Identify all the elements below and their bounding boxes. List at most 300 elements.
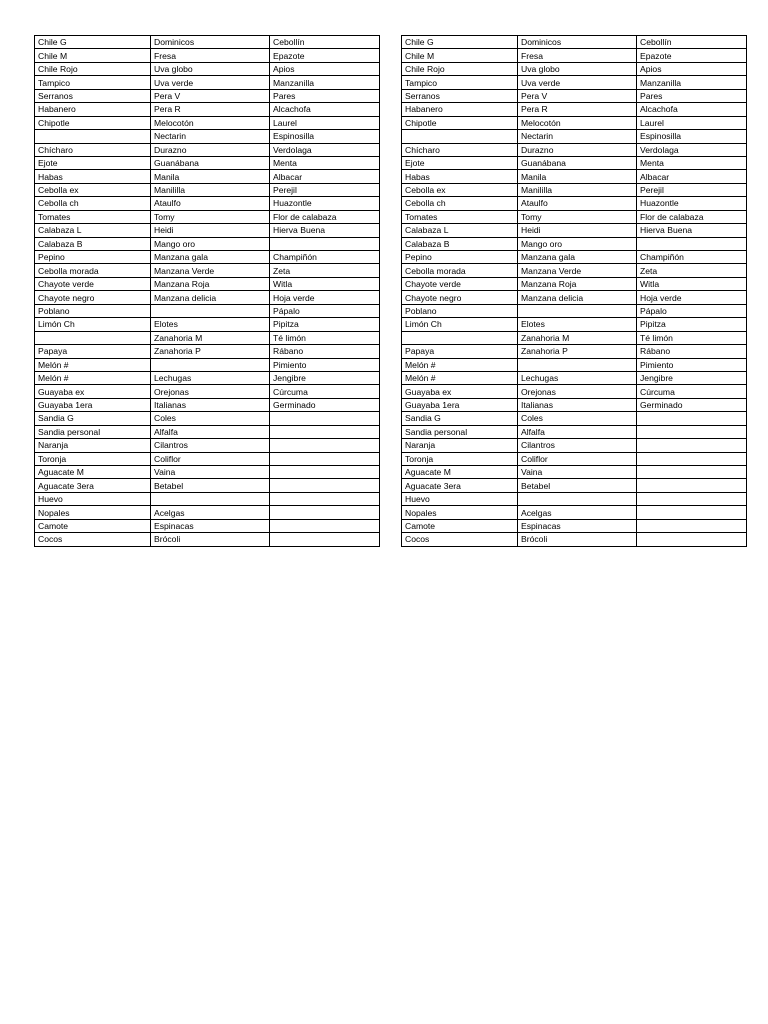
table-cell: Pera V (151, 89, 270, 102)
table-cell: Coles (151, 412, 270, 425)
table-cell: Melón # (402, 358, 518, 371)
table-cell: Uva globo (518, 62, 637, 75)
table-cell: Cúrcuma (637, 385, 747, 398)
table-row (402, 479, 747, 492)
table-cell: Elotes (518, 318, 637, 331)
table-cell: Nectarin (518, 130, 637, 143)
table-cell: Calabaza L (402, 224, 518, 237)
table-cell: Papaya (35, 345, 151, 358)
table-cell: Habanero (35, 103, 151, 116)
table-cell: Pepino (402, 251, 518, 264)
table-cell: Sandia G (402, 412, 518, 425)
table-cell: Jengibre (270, 371, 380, 384)
table-cell (637, 492, 747, 505)
table-cell: Pares (637, 89, 747, 102)
table-cell: Sandia G (35, 412, 151, 425)
table-cell: Cúrcuma (270, 385, 380, 398)
table-cell: Menta (637, 156, 747, 169)
table-cell: Alfalfa (151, 425, 270, 438)
table-cell: Naranja (402, 439, 518, 452)
table-cell: Cebolla morada (35, 264, 151, 277)
table-cell: Espinacas (518, 519, 637, 532)
table-row (35, 183, 380, 196)
table-cell (270, 492, 380, 505)
table-row (35, 519, 380, 532)
table-cell: Manzana Verde (151, 264, 270, 277)
table-cell: Orejonas (518, 385, 637, 398)
table-cell: Epazote (270, 49, 380, 62)
table-cell: Nopales (35, 506, 151, 519)
table-row (35, 291, 380, 304)
table-row (35, 130, 380, 143)
table-row (402, 143, 747, 156)
table-cell: Pimiento (270, 358, 380, 371)
table-cell: Serranos (402, 89, 518, 102)
table-cell (270, 533, 380, 546)
table-cell: Orejonas (151, 385, 270, 398)
table-cell: Aguacate M (402, 466, 518, 479)
table-row (35, 170, 380, 183)
table-cell (35, 130, 151, 143)
table-cell: Rábano (270, 345, 380, 358)
table-cell: Espinosilla (270, 130, 380, 143)
table-cell: Apios (637, 62, 747, 75)
table-cell: Pares (270, 89, 380, 102)
table-row (402, 76, 747, 89)
table-cell: Dominicos (151, 36, 270, 49)
table-row (35, 89, 380, 102)
table-cell: Toronja (35, 452, 151, 465)
table-cell: Zanahoria P (518, 345, 637, 358)
table-cell (637, 466, 747, 479)
table-cell: Zanahoria M (151, 331, 270, 344)
table-cell: Cebolla ex (35, 183, 151, 196)
table-cell: Manzana gala (151, 251, 270, 264)
table-cell (270, 452, 380, 465)
table-cell: Acelgas (151, 506, 270, 519)
table-cell: Chipotle (402, 116, 518, 129)
table-row (402, 304, 747, 317)
table-cell: Epazote (637, 49, 747, 62)
table-cell: Vaina (518, 466, 637, 479)
table-cell: Cebollín (270, 36, 380, 49)
table-cell: Habas (402, 170, 518, 183)
table-cell: Uva globo (151, 62, 270, 75)
table-row (35, 533, 380, 546)
table-cell (637, 533, 747, 546)
table-cell: Heidi (518, 224, 637, 237)
table-cell: Limón Ch (35, 318, 151, 331)
table-cell: Fresa (518, 49, 637, 62)
produce-table-left (34, 35, 380, 547)
table-cell: Huevo (402, 492, 518, 505)
table-cell: Manzana Roja (518, 277, 637, 290)
table-cell: Manzanilla (270, 76, 380, 89)
table-cell (270, 412, 380, 425)
table-cell: Cebollín (637, 36, 747, 49)
table-cell: Ataulfo (151, 197, 270, 210)
table-cell (270, 466, 380, 479)
table-row (35, 156, 380, 169)
table-cell: Verdolaga (637, 143, 747, 156)
table-cell: Mango oro (518, 237, 637, 250)
table-cell (402, 130, 518, 143)
table-cell: Perejil (637, 183, 747, 196)
table-cell: Cocos (402, 533, 518, 546)
table-cell: Zeta (637, 264, 747, 277)
table-row (402, 251, 747, 264)
table-row (402, 277, 747, 290)
table-row (402, 385, 747, 398)
table-cell: Zanahoria P (151, 345, 270, 358)
table-row (402, 210, 747, 223)
table-cell: Manzana delicia (518, 291, 637, 304)
table-cell: Huazontle (637, 197, 747, 210)
table-cell: Jengibre (637, 371, 747, 384)
table-row (35, 143, 380, 156)
table-cell: Té limón (270, 331, 380, 344)
table-cell: Menta (270, 156, 380, 169)
table-cell (637, 519, 747, 532)
table-cell: Italianas (518, 398, 637, 411)
table-row (35, 304, 380, 317)
table-row (35, 452, 380, 465)
table-cell: Guayaba ex (35, 385, 151, 398)
table-cell: Acelgas (518, 506, 637, 519)
table-cell: Hoja verde (637, 291, 747, 304)
table-cell: Tomates (35, 210, 151, 223)
table-cell: Calabaza B (35, 237, 151, 250)
table-cell (35, 331, 151, 344)
table-cell: Dominicos (518, 36, 637, 49)
table-cell: Albacar (270, 170, 380, 183)
table-cell (270, 519, 380, 532)
table-cell: Cebolla ex (402, 183, 518, 196)
table-cell (151, 492, 270, 505)
table-row (35, 479, 380, 492)
table-cell: Uva verde (151, 76, 270, 89)
table-cell: Melocotón (518, 116, 637, 129)
table-cell: Coliflor (151, 452, 270, 465)
table-cell: Ejote (35, 156, 151, 169)
produce-table-right (401, 35, 747, 547)
table-row (402, 533, 747, 546)
table-row (402, 412, 747, 425)
table-cell: Laurel (270, 116, 380, 129)
table-cell (518, 492, 637, 505)
table-row (35, 62, 380, 75)
table-cell: Heidi (151, 224, 270, 237)
table-cell: Camote (402, 519, 518, 532)
table-cell (637, 425, 747, 438)
table-row (402, 224, 747, 237)
table-cell: Manzanilla (637, 76, 747, 89)
table-cell: Guanábana (151, 156, 270, 169)
table-cell: Cebolla morada (402, 264, 518, 277)
table-cell: Guayaba 1era (402, 398, 518, 411)
table-cell: Chayote verde (402, 277, 518, 290)
table-row (402, 466, 747, 479)
table-row (35, 506, 380, 519)
table-row (402, 103, 747, 116)
table-cell: Italianas (151, 398, 270, 411)
table-row (402, 264, 747, 277)
table-row (35, 36, 380, 49)
table-row (402, 116, 747, 129)
table-cell: Manililla (151, 183, 270, 196)
table-cell: Huazontle (270, 197, 380, 210)
table-row (35, 103, 380, 116)
table-cell: Manila (518, 170, 637, 183)
table-row (402, 506, 747, 519)
table-cell: Tampico (35, 76, 151, 89)
table-cell: Lechugas (518, 371, 637, 384)
table-row (402, 197, 747, 210)
table-cell: Chile M (35, 49, 151, 62)
table-row (35, 425, 380, 438)
table-cell: Tomates (402, 210, 518, 223)
table-cell: Chile G (35, 36, 151, 49)
table-cell: Germinado (270, 398, 380, 411)
table-row (35, 277, 380, 290)
table-row (35, 492, 380, 505)
table-row (35, 398, 380, 411)
table-cell: Melón # (35, 358, 151, 371)
table-cell: Melocotón (151, 116, 270, 129)
table-cell: Zeta (270, 264, 380, 277)
table-cell: Uva verde (518, 76, 637, 89)
table-cell: Tomy (151, 210, 270, 223)
table-cell (637, 439, 747, 452)
table-row (402, 425, 747, 438)
table-cell: Nectarin (151, 130, 270, 143)
table-row (402, 371, 747, 384)
table-cell: Manililla (518, 183, 637, 196)
table-cell: Chayote negro (402, 291, 518, 304)
table-cell: Chayote negro (35, 291, 151, 304)
produce-table-right-body (402, 36, 747, 547)
table-cell: Pimiento (637, 358, 747, 371)
table-row (402, 89, 747, 102)
table-cell: Rábano (637, 345, 747, 358)
table-cell: Naranja (35, 439, 151, 452)
table-cell (518, 304, 637, 317)
table-cell (270, 506, 380, 519)
table-cell: Guayaba 1era (35, 398, 151, 411)
table-cell: Ataulfo (518, 197, 637, 210)
table-cell: Elotes (151, 318, 270, 331)
table-row (402, 331, 747, 344)
table-row (402, 291, 747, 304)
table-cell: Chayote verde (35, 277, 151, 290)
table-row (402, 183, 747, 196)
table-cell: Alcachofa (637, 103, 747, 116)
table-cell: Tampico (402, 76, 518, 89)
table-cell: Flor de calabaza (270, 210, 380, 223)
table-row (402, 398, 747, 411)
table-row (35, 439, 380, 452)
table-cell: Guanábana (518, 156, 637, 169)
table-cell: Poblano (35, 304, 151, 317)
table-cell (270, 237, 380, 250)
table-cell: Melón # (402, 371, 518, 384)
table-cell: Witla (270, 277, 380, 290)
table-cell (637, 479, 747, 492)
table-row (35, 116, 380, 129)
table-row (402, 318, 747, 331)
table-row (35, 358, 380, 371)
table-cell: Albacar (637, 170, 747, 183)
table-row (35, 371, 380, 384)
table-cell: Pera R (151, 103, 270, 116)
table-cell: Cilantros (151, 439, 270, 452)
table-row (35, 466, 380, 479)
table-cell: Germinado (637, 398, 747, 411)
table-row (402, 62, 747, 75)
table-row (402, 170, 747, 183)
table-cell: Toronja (402, 452, 518, 465)
table-cell: Sandia personal (402, 425, 518, 438)
table-cell: Calabaza L (35, 224, 151, 237)
table-cell: Chícharo (402, 143, 518, 156)
table-cell: Guayaba ex (402, 385, 518, 398)
table-row (402, 36, 747, 49)
table-cell: Habanero (402, 103, 518, 116)
table-cell: Hierva Buena (270, 224, 380, 237)
table-cell: Chile M (402, 49, 518, 62)
table-cell: Habas (35, 170, 151, 183)
table-cell: Fresa (151, 49, 270, 62)
table-cell: Witla (637, 277, 747, 290)
table-row (35, 49, 380, 62)
table-cell: Champiñón (270, 251, 380, 264)
table-cell: Verdolaga (270, 143, 380, 156)
table-cell (402, 331, 518, 344)
table-row (35, 331, 380, 344)
table-cell: Aguacate 3era (35, 479, 151, 492)
table-cell (270, 425, 380, 438)
table-row (35, 412, 380, 425)
table-cell: Chile Rojo (35, 62, 151, 75)
table-cell: Nopales (402, 506, 518, 519)
table-cell: Pepino (35, 251, 151, 264)
table-cell: Chile G (402, 36, 518, 49)
table-cell: Melón # (35, 371, 151, 384)
table-row (402, 492, 747, 505)
table-row (35, 237, 380, 250)
table-cell: Coles (518, 412, 637, 425)
table-row (35, 345, 380, 358)
table-row (35, 197, 380, 210)
table-row (402, 237, 747, 250)
table-row (35, 385, 380, 398)
table-cell: Té limón (637, 331, 747, 344)
table-cell: Aguacate M (35, 466, 151, 479)
table-row (35, 264, 380, 277)
table-cell: Durazno (518, 143, 637, 156)
table-cell: Camote (35, 519, 151, 532)
table-cell: Chile Rojo (402, 62, 518, 75)
table-cell (518, 358, 637, 371)
table-cell: Papaya (402, 345, 518, 358)
table-cell: Limón Ch (402, 318, 518, 331)
table-cell: Chipotle (35, 116, 151, 129)
table-cell (637, 412, 747, 425)
table-row (35, 210, 380, 223)
table-cell: Pera R (518, 103, 637, 116)
table-cell: Durazno (151, 143, 270, 156)
table-cell: Cocos (35, 533, 151, 546)
table-cell: Hoja verde (270, 291, 380, 304)
produce-table-left-body (35, 36, 380, 547)
table-cell: Huevo (35, 492, 151, 505)
table-row (402, 452, 747, 465)
table-cell: Ejote (402, 156, 518, 169)
table-cell: Manzana Roja (151, 277, 270, 290)
table-cell: Lechugas (151, 371, 270, 384)
table-cell: Laurel (637, 116, 747, 129)
table-cell: Coliflor (518, 452, 637, 465)
table-cell (151, 304, 270, 317)
table-cell: Manzana Verde (518, 264, 637, 277)
table-cell: Vaina (151, 466, 270, 479)
table-cell: Flor de calabaza (637, 210, 747, 223)
table-cell: Perejil (270, 183, 380, 196)
table-cell: Mango oro (151, 237, 270, 250)
table-cell: Tomy (518, 210, 637, 223)
table-cell: Brócoli (518, 533, 637, 546)
table-cell: Sandia personal (35, 425, 151, 438)
table-row (402, 49, 747, 62)
table-cell: Manzana gala (518, 251, 637, 264)
table-cell: Cilantros (518, 439, 637, 452)
table-cell: Betabel (151, 479, 270, 492)
table-cell: Alcachofa (270, 103, 380, 116)
table-cell: Pera V (518, 89, 637, 102)
table-cell: Aguacate 3era (402, 479, 518, 492)
table-cell (637, 237, 747, 250)
table-row (402, 519, 747, 532)
table-cell: Pápalo (637, 304, 747, 317)
table-cell: Manila (151, 170, 270, 183)
table-cell: Pipitza (270, 318, 380, 331)
table-row (402, 358, 747, 371)
table-cell (270, 439, 380, 452)
table-cell: Espinacas (151, 519, 270, 532)
table-cell: Pápalo (270, 304, 380, 317)
table-row (402, 156, 747, 169)
table-cell: Serranos (35, 89, 151, 102)
table-row (35, 318, 380, 331)
table-row (402, 345, 747, 358)
table-cell: Cebolla ch (35, 197, 151, 210)
table-cell (151, 358, 270, 371)
table-row (35, 251, 380, 264)
table-row (35, 76, 380, 89)
table-cell (270, 479, 380, 492)
table-row (402, 439, 747, 452)
table-cell: Brócoli (151, 533, 270, 546)
table-cell: Betabel (518, 479, 637, 492)
table-cell: Calabaza B (402, 237, 518, 250)
table-cell: Apios (270, 62, 380, 75)
table-cell: Hierva Buena (637, 224, 747, 237)
table-row (35, 224, 380, 237)
table-cell: Champiñón (637, 251, 747, 264)
table-cell: Zanahoria M (518, 331, 637, 344)
table-cell: Manzana delicia (151, 291, 270, 304)
table-cell (637, 506, 747, 519)
